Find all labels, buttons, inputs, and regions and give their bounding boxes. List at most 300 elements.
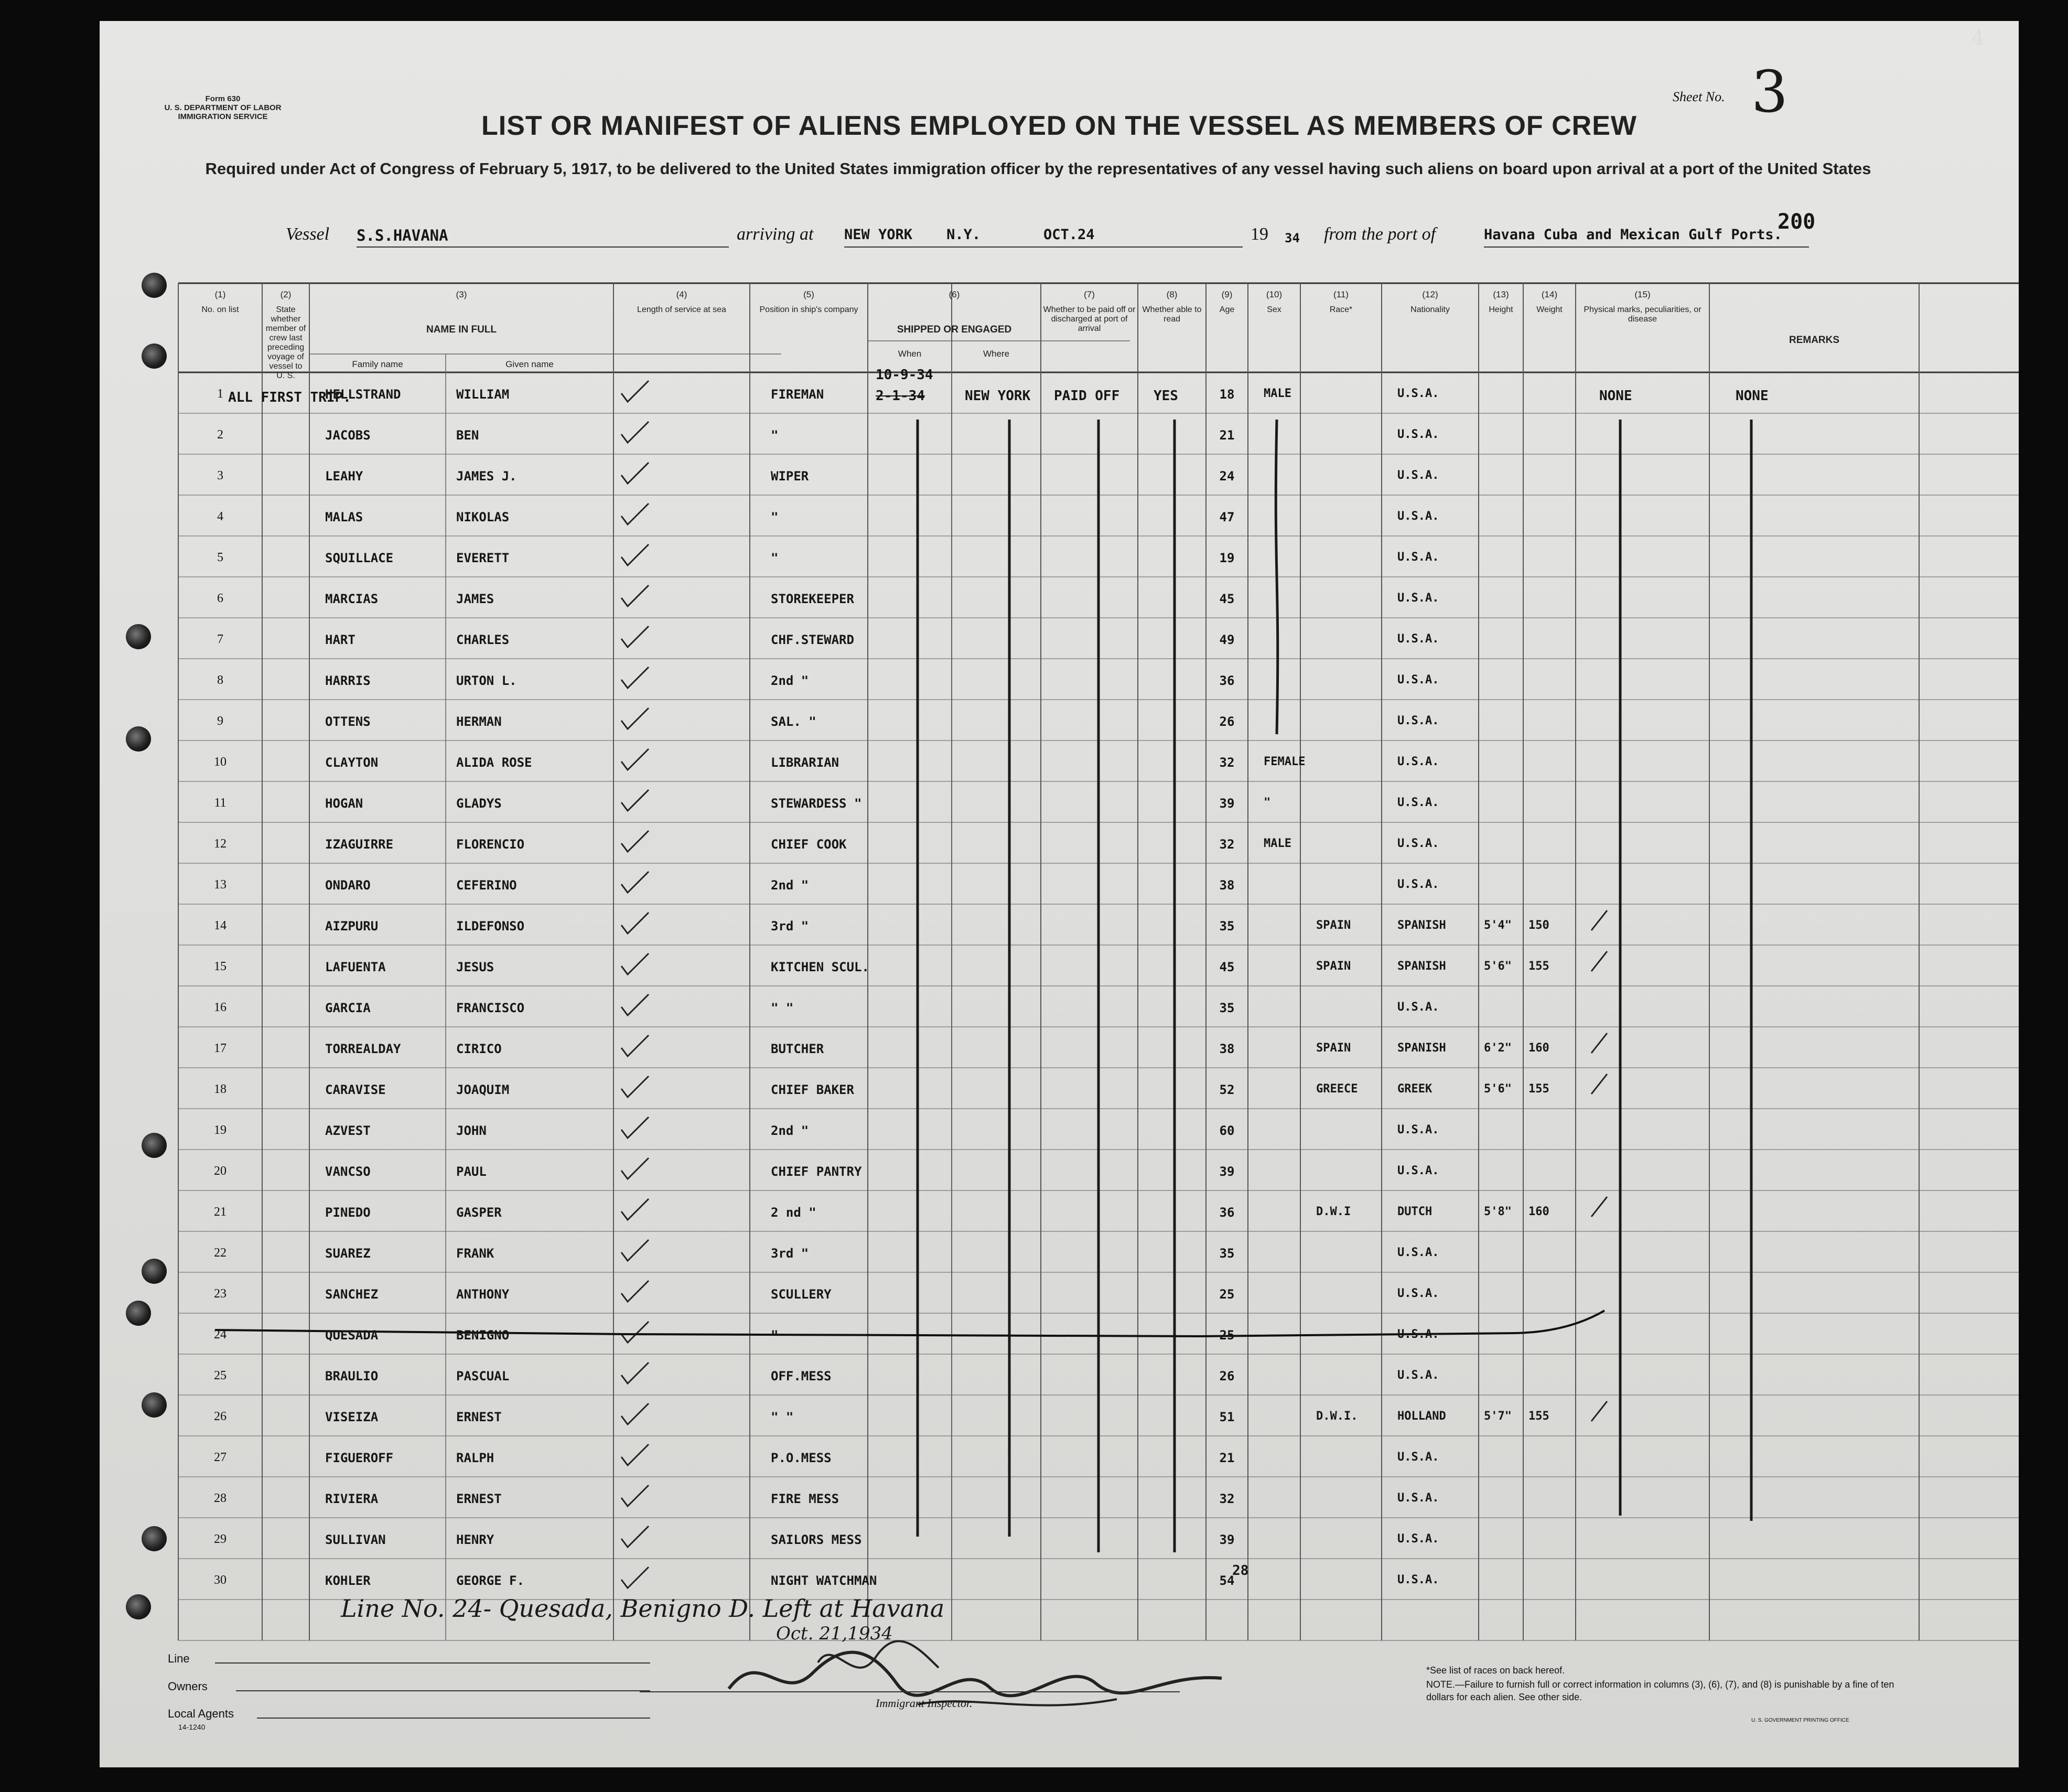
age: 39 [1219, 1532, 1235, 1547]
line-label: Line [168, 1652, 190, 1665]
check-mark [621, 708, 649, 729]
family-name: BRAULIO [325, 1369, 379, 1383]
position: FIRE MESS [771, 1491, 839, 1506]
given-name: ALIDA ROSE [456, 755, 532, 770]
check-mark [621, 913, 649, 933]
position: " [771, 551, 779, 565]
position: " " [771, 1410, 794, 1424]
given-name: JOHN [456, 1123, 487, 1138]
row-number: 12 [214, 837, 227, 851]
nationality: U.S.A. [1397, 1123, 1439, 1136]
age: 49 [1219, 632, 1235, 647]
check-mark [621, 749, 649, 770]
age: 25 [1219, 1287, 1235, 1302]
footer-annotation: Line No. 24- Quesada, Benigno D. Left at Havana [341, 1594, 945, 1623]
nationality: U.S.A. [1397, 755, 1439, 768]
family-name: LEAHY [325, 469, 363, 484]
row-number: 1 [217, 387, 223, 401]
column-number: (9) [1221, 289, 1233, 299]
position: 2 nd " [771, 1205, 816, 1220]
position: OFF.MESS [771, 1369, 832, 1383]
sex: MALE [1264, 837, 1291, 850]
nationality: U.S.A. [1397, 1491, 1439, 1505]
height: 6'2" [1484, 1042, 1512, 1055]
given-name: ANTHONY [456, 1287, 510, 1302]
tick-mark [1591, 1033, 1607, 1053]
age: 54 [1219, 1573, 1235, 1588]
age: 25 [1219, 1328, 1235, 1343]
check-mark [621, 585, 649, 606]
row-number: 29 [214, 1532, 227, 1546]
age: 47 [1219, 510, 1235, 524]
tick-mark [1591, 1074, 1607, 1094]
arriving-label: arriving at [737, 224, 814, 244]
race: SPAIN [1316, 1042, 1351, 1055]
check-mark [621, 1035, 649, 1056]
subcolumn-header: Family name [352, 359, 403, 369]
row-number: 30 [214, 1573, 227, 1587]
state-first-trip: ALL FIRST TRIP. [228, 390, 351, 405]
column-header: Whether to be paid off or discharged at port of arrival [1043, 305, 1136, 333]
given-name: ERNEST [456, 1491, 502, 1506]
position: CHIEF PANTRY [771, 1164, 862, 1179]
position: KITCHEN SCUL. [771, 960, 869, 974]
position: " [771, 510, 779, 524]
nationality: U.S.A. [1397, 1287, 1439, 1300]
column-header: NAME IN FULL [426, 324, 497, 335]
age: 32 [1219, 755, 1235, 770]
row-number: 27 [214, 1451, 227, 1464]
weight: 155 [1528, 1082, 1549, 1096]
column-number: (1) [214, 289, 226, 299]
arriving-port: NEW YORK N.Y. [844, 227, 981, 243]
tick-mark [1591, 951, 1607, 971]
row-number: 11 [214, 796, 227, 810]
height: 5'6" [1484, 960, 1512, 973]
column-number: (11) [1333, 289, 1349, 299]
column-header: Height [1489, 305, 1513, 314]
given-name: CIRICO [456, 1042, 502, 1056]
row-number: 4 [217, 510, 223, 523]
family-name: MALAS [325, 510, 363, 524]
check-mark [621, 1281, 649, 1302]
check-mark [621, 953, 649, 974]
family-name: LAFUENTA [325, 960, 386, 974]
family-name: AZVEST [325, 1123, 371, 1138]
row-number: 3 [217, 469, 223, 482]
check-mark [621, 1567, 649, 1588]
shipped-where: NEW YORK [965, 388, 1031, 404]
row-number: 20 [214, 1164, 227, 1178]
row-number: 21 [214, 1205, 227, 1219]
row-number: 25 [214, 1369, 227, 1382]
check-mark [621, 667, 649, 688]
position: NIGHT WATCHMAN [771, 1573, 877, 1588]
age: 39 [1219, 1164, 1235, 1179]
check-mark [621, 626, 649, 647]
family-name: MARCIAS [325, 592, 379, 606]
column-number: (14) [1541, 289, 1558, 299]
row-number: 14 [214, 919, 227, 932]
manifest-sheet [100, 21, 2019, 1767]
family-name: PINEDO [325, 1205, 371, 1220]
ditto-line [1750, 420, 1752, 1521]
age: 32 [1219, 1491, 1235, 1506]
row-number: 28 [214, 1491, 227, 1505]
check-mark [621, 831, 649, 852]
page-title: LIST OR MANIFEST OF ALIENS EMPLOYED ON THE VESSEL AS MEMBERS OF CREW [481, 111, 1637, 141]
row-number: 13 [214, 878, 227, 892]
departure-port: Havana Cuba and Mexican Gulf Ports. [1484, 227, 1782, 243]
position: 2nd " [771, 673, 809, 688]
position: " " [771, 1001, 794, 1015]
check-mark [621, 1526, 649, 1547]
family-name: OTTENS [325, 714, 371, 729]
column-header: Physical marks, peculiarities, or disease [1584, 305, 1701, 324]
position: SCULLERY [771, 1287, 832, 1302]
row-number: 15 [214, 960, 227, 973]
shipped-when-struck: 2-1-34 [876, 388, 925, 404]
column-number: (5) [803, 289, 814, 299]
nationality: U.S.A. [1397, 1328, 1439, 1341]
sex: FEMALE [1264, 755, 1306, 768]
column-header: Age [1219, 305, 1235, 314]
column-header: SHIPPED OR ENGAGED [897, 324, 1012, 335]
position: SAL. " [771, 714, 816, 729]
shipped-when: 10-9-34 [876, 367, 933, 383]
inspector-signature [697, 1626, 1274, 1725]
nationality: U.S.A. [1397, 673, 1439, 686]
race: SPAIN [1316, 960, 1351, 973]
annotation-date: Oct. 21,1934 [776, 1623, 893, 1644]
height: 5'4" [1484, 919, 1512, 932]
age: 32 [1219, 837, 1235, 852]
age: 35 [1219, 919, 1235, 933]
nationality: U.S.A. [1397, 510, 1439, 523]
family-name: SANCHEZ [325, 1287, 379, 1302]
column-header: Race* [1329, 305, 1353, 314]
given-name: JOAQUIM [456, 1082, 510, 1097]
column-number: (3) [456, 289, 467, 299]
check-mark [621, 1322, 649, 1343]
fine-note: NOTE.—Failure to furnish full or correct information in columns (3), (6), (7), and (8) is punishable by a fine of ten dollars for each alien. See other side. [1426, 1679, 1894, 1702]
owners-label: Owners [168, 1680, 208, 1693]
family-name: RIVIERA [325, 1491, 379, 1506]
nationality: SPANISH [1397, 960, 1446, 973]
given-name: BEN [456, 428, 479, 443]
given-name: JESUS [456, 960, 494, 974]
port-label: from the port of [1324, 224, 1436, 244]
family-name: AIZPURU [325, 919, 379, 933]
family-name: FIGUEROFF [325, 1451, 394, 1465]
family-name: JACOBS [325, 428, 371, 443]
given-name: FLORENCIO [456, 837, 525, 852]
given-name: PAUL [456, 1164, 487, 1179]
family-name: HARRIS [325, 673, 371, 688]
age: 45 [1219, 960, 1235, 974]
paid-off: PAID OFF [1054, 388, 1120, 404]
check-mark [621, 994, 649, 1015]
nationality: U.S.A. [1397, 1369, 1439, 1382]
age: 26 [1219, 1369, 1235, 1383]
given-name: JAMES [456, 592, 494, 606]
owners-rule [236, 1690, 650, 1691]
position: WIPER [771, 469, 809, 484]
nationality: U.S.A. [1397, 1451, 1439, 1464]
family-name: SUAREZ [325, 1246, 371, 1261]
service: IMMIGRATION SERVICE [178, 112, 268, 121]
agents-rule [257, 1718, 650, 1719]
column-number: (10) [1266, 289, 1283, 299]
nationality: U.S.A. [1397, 878, 1439, 891]
column-header: Whether able to read [1142, 305, 1202, 324]
column-header: No. on list [201, 305, 239, 314]
nationality: U.S.A. [1397, 796, 1439, 809]
row-number: 22 [214, 1246, 227, 1260]
column-number: (4) [676, 289, 687, 299]
row-number: 2 [217, 428, 223, 442]
age: 60 [1219, 1123, 1235, 1138]
position: STEWARDESS " [771, 796, 862, 811]
nationality: U.S.A. [1397, 1532, 1439, 1546]
age: 51 [1219, 1410, 1235, 1424]
given-name: BENIGNO [456, 1328, 510, 1343]
position: CHIEF COOK [771, 837, 847, 852]
agents-label: Local Agents [168, 1707, 234, 1720]
age: 36 [1219, 673, 1235, 688]
column-header: Weight [1536, 305, 1563, 314]
nationality: SPANISH [1397, 919, 1446, 932]
race: D.W.I [1316, 1205, 1351, 1218]
line-rule [215, 1662, 650, 1664]
check-mark [621, 790, 649, 811]
row-number: 18 [214, 1082, 227, 1096]
check-mark [621, 1076, 649, 1097]
ditto-line [1097, 420, 1099, 1552]
vessel-label: Vessel [286, 224, 330, 244]
family-name: HOGAN [325, 796, 363, 811]
nationality: U.S.A. [1397, 1246, 1439, 1259]
family-name: VISEIZA [325, 1410, 379, 1424]
age: 21 [1219, 1451, 1235, 1465]
position: 2nd " [771, 1123, 809, 1138]
family-name: GARCIA [325, 1001, 371, 1015]
position: STOREKEEPER [771, 592, 854, 606]
age: 38 [1219, 1042, 1235, 1056]
given-name: WILLIAM [456, 387, 510, 402]
column-number: (6) [949, 289, 960, 299]
family-name: VANCSO [325, 1164, 371, 1179]
given-name: CHARLES [456, 632, 510, 647]
nationality: U.S.A. [1397, 551, 1439, 564]
department: U. S. DEPARTMENT OF LABOR [164, 103, 282, 112]
tick-mark [1591, 1197, 1607, 1217]
nationality: GREEK [1397, 1082, 1432, 1096]
family-name: HART [325, 632, 356, 647]
row-number: 6 [217, 592, 223, 605]
check-mark [621, 1362, 649, 1383]
age: 38 [1219, 878, 1235, 893]
position: CHF.STEWARD [771, 632, 854, 647]
family-name: IZAGUIRRE [325, 837, 394, 852]
weight: 150 [1528, 919, 1549, 932]
form-number: Form 630 [205, 94, 241, 103]
ditto-line [1619, 420, 1621, 1516]
weight: 155 [1528, 1410, 1549, 1423]
subcolumn-header: When [898, 349, 922, 359]
ditto-line [1173, 420, 1175, 1552]
row-number: 24 [214, 1328, 227, 1342]
nationality: U.S.A. [1397, 469, 1439, 482]
given-name: CEFERINO [456, 878, 517, 893]
year: 34 [1285, 231, 1300, 245]
given-name: ILDEFONSO [456, 919, 525, 933]
race: GREECE [1316, 1082, 1358, 1096]
position: CHIEF BAKER [771, 1082, 854, 1097]
race: D.W.I. [1316, 1410, 1358, 1423]
family-name: KOHLER [325, 1573, 371, 1588]
given-name: JAMES J. [456, 469, 517, 484]
nationality: U.S.A. [1397, 592, 1439, 605]
given-name: RALPH [456, 1451, 494, 1465]
age: 36 [1219, 1205, 1235, 1220]
tick-mark [1591, 910, 1607, 930]
row-number: 17 [214, 1042, 227, 1055]
page-subtitle: Required under Act of Congress of February 5, 1917, to be delivered to the United States immigration officer by the representatives of any vessel having such aliens on board upon arrival at a port of the United States [205, 159, 1871, 178]
position: " [771, 428, 779, 443]
given-name: GLADYS [456, 796, 502, 811]
check-mark [621, 544, 649, 565]
check-mark [621, 1199, 649, 1220]
row-number: 9 [217, 714, 223, 728]
sheet-number: 3 [1751, 58, 1788, 125]
sex: MALE [1264, 387, 1291, 400]
row-number: 16 [214, 1001, 227, 1014]
subcolumn-header: Given name [505, 359, 554, 369]
age: 39 [1219, 796, 1235, 811]
row-number: 5 [217, 551, 223, 564]
printer-mark: U. S. GOVERNMENT PRINTING OFFICE [1751, 1718, 1849, 1723]
weight: 160 [1528, 1042, 1549, 1055]
height: 5'7" [1484, 1410, 1512, 1423]
position: 3rd " [771, 919, 809, 933]
sheet-label: Sheet No. [1673, 89, 1725, 104]
nationality: U.S.A. [1397, 1573, 1439, 1586]
given-name: HERMAN [456, 714, 502, 729]
column-number: (15) [1634, 289, 1651, 299]
age: 35 [1219, 1246, 1235, 1261]
age: 19 [1219, 551, 1235, 565]
race: SPAIN [1316, 919, 1351, 932]
tick-mark [1591, 1401, 1607, 1421]
check-mark [621, 1117, 649, 1138]
position: BUTCHER [771, 1042, 824, 1056]
stamp-number: 200 [1778, 210, 1816, 234]
races-note: *See list of races on back hereof. [1426, 1665, 1565, 1676]
inspector-label: Immigrant Inspector. [876, 1697, 973, 1710]
year-label: 19 [1251, 224, 1268, 244]
position: SAILORS MESS [771, 1532, 862, 1547]
family-name: ONDARO [325, 878, 371, 893]
age: 45 [1219, 592, 1235, 606]
column-header: Sex [1267, 305, 1281, 314]
family-name: SULLIVAN [325, 1532, 386, 1547]
given-name: NIKOLAS [456, 510, 510, 524]
column-header: Length of service at sea [637, 305, 726, 314]
nationality: DUTCH [1397, 1205, 1432, 1218]
nationality: SPANISH [1397, 1042, 1446, 1055]
family-name: CARAVISE [325, 1082, 386, 1097]
able-to-read: YES [1154, 388, 1178, 404]
column-number: (13) [1493, 289, 1509, 299]
nationality: U.S.A. [1397, 714, 1439, 727]
nationality: U.S.A. [1397, 387, 1439, 400]
given-name: URTON L. [456, 673, 517, 688]
vessel-name: S.S.HAVANA [357, 227, 448, 244]
check-mark [621, 1403, 649, 1424]
check-mark [621, 422, 649, 443]
position: FIREMAN [771, 387, 824, 402]
arrival-date: OCT.24 [1043, 227, 1095, 243]
family-name: CLAYTON [325, 755, 379, 770]
family-name: TORREALDAY [325, 1042, 401, 1056]
check-mark [621, 1485, 649, 1506]
position: " [771, 1328, 779, 1343]
inspector-rule [640, 1691, 1180, 1692]
column-number: (12) [1422, 289, 1438, 299]
age: 24 [1219, 469, 1235, 484]
check-mark [621, 872, 649, 893]
given-name: FRANCISCO [456, 1001, 525, 1015]
weight: 160 [1528, 1205, 1549, 1218]
family-name: QUESADA [325, 1328, 379, 1343]
family-name: HELLSTRAND [325, 387, 401, 402]
check-mark [621, 1444, 649, 1465]
nationality: U.S.A. [1397, 837, 1439, 850]
row-number: 10 [214, 755, 227, 769]
check-mark [621, 1158, 649, 1179]
corner-mark: 4 [1972, 26, 1985, 49]
position: P.O.MESS [771, 1451, 832, 1465]
position: 3rd " [771, 1246, 809, 1261]
age-total-mark: 28 [1232, 1563, 1249, 1579]
given-name: GASPER [456, 1205, 502, 1220]
physical-marks: NONE [1599, 388, 1632, 404]
column-number: (7) [1084, 289, 1095, 299]
row-number: 19 [214, 1123, 227, 1137]
ditto-line [1276, 420, 1277, 734]
check-mark [621, 381, 649, 402]
given-name: EVERETT [456, 551, 510, 565]
given-name: PASCUAL [456, 1369, 510, 1383]
ditto-line [1008, 420, 1010, 1537]
nationality: HOLLAND [1397, 1410, 1446, 1423]
nationality: U.S.A. [1397, 632, 1439, 646]
given-name: HENRY [456, 1532, 494, 1547]
age: 35 [1219, 1001, 1235, 1015]
row-number: 7 [217, 632, 223, 646]
agents-code: 14-1240 [178, 1723, 206, 1731]
given-name: FRANK [456, 1246, 494, 1261]
sex: " [1264, 796, 1271, 809]
column-header: Position in ship's company [759, 305, 858, 314]
check-mark [621, 1240, 649, 1261]
age: 26 [1219, 714, 1235, 729]
row-number: 23 [214, 1287, 227, 1301]
height: 5'6" [1484, 1082, 1512, 1096]
height: 5'8" [1484, 1205, 1512, 1218]
row-number: 26 [214, 1410, 227, 1423]
